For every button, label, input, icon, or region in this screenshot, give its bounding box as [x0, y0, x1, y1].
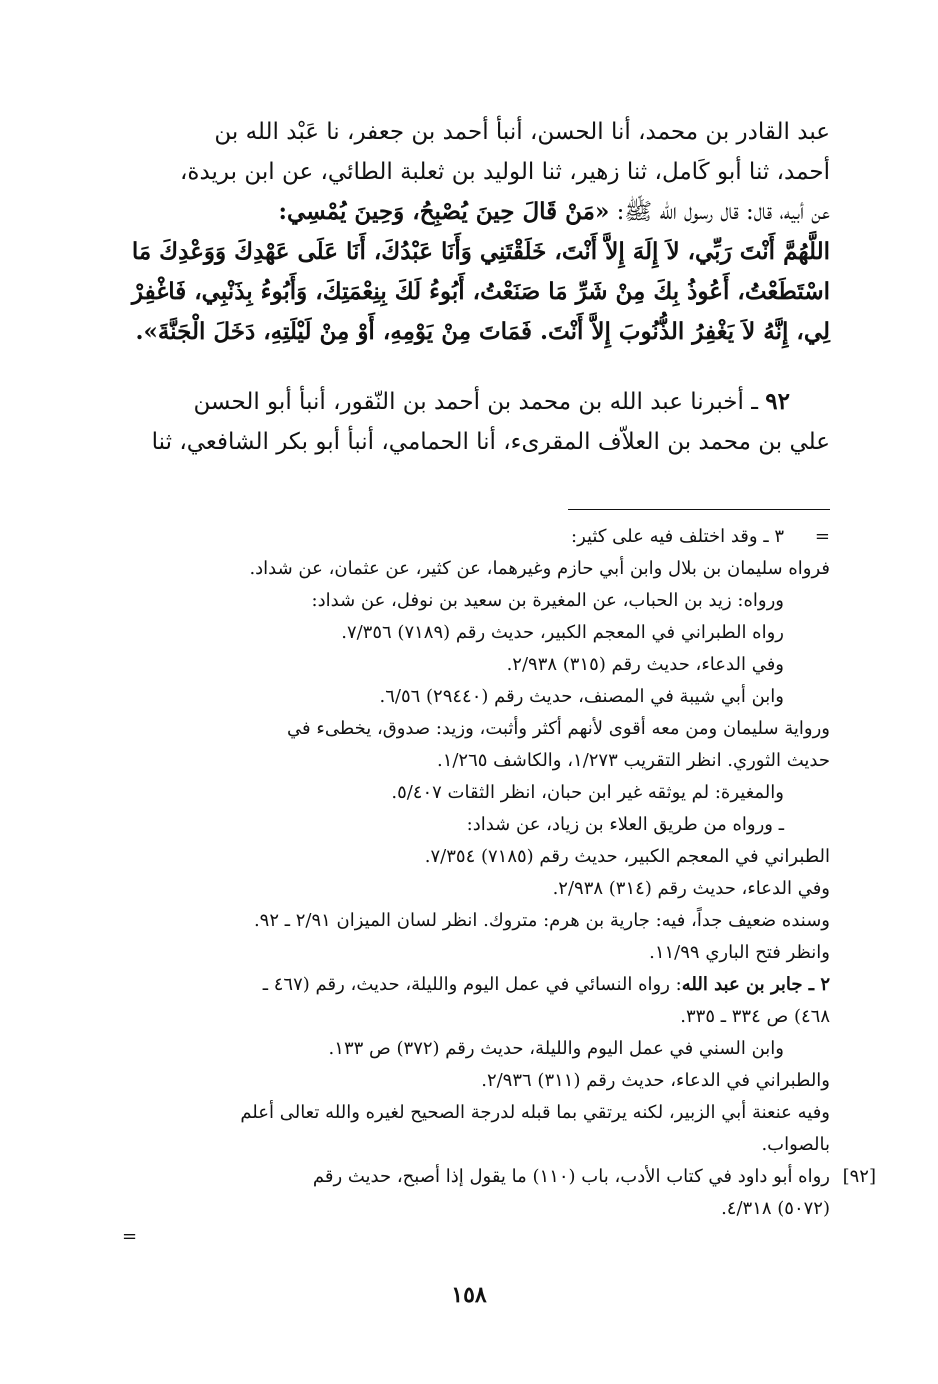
hadith-text-line: اللَّهُمَّ أَنْتَ رَبِّي، لاَ إِلَهَ إِلاَّ أَنْتَ، خَلَقْتَنِي وَأَنَا عَبْدُكَ، أَنَا عَلَى عَهْدِكَ وَوَعْدِكَ مَا: [131, 238, 830, 265]
footnote-line: ورواية سليمان ومن معه أقوى لأنهم أكثر وأثبت، وزيد: صدوق، يخطىء في: [287, 718, 830, 739]
footnote-line: [140, 969, 830, 1001]
footnote-line: والطبراني في الدعاء، حديث رقم (٣١١) ٢/٩٣٦.: [481, 1070, 830, 1091]
page-number: ١٥٨: [451, 1282, 487, 1308]
footnote-line: (٥٠٧٢) ٤/٣١٨.: [721, 1198, 830, 1219]
footnote-line: وفيه عنعنة أبي الزبير، لكنه يرتقي بما قبله لدرجة الصحيح لغيره والله تعالى أعلم: [240, 1102, 830, 1123]
footnote-line: والمغيرة: لم يوثقه غير ابن حبان، انظر الثقات ٥/٤٠٧.: [391, 782, 784, 803]
footnote-line: وفي الدعاء، حديث رقم (٣١٥) ٢/٩٣٨.: [506, 654, 784, 675]
footnote-line: ٣ ـ وقد اختلف فيه على كثير:: [571, 526, 784, 547]
main-text-line: [108, 382, 830, 422]
footnote-line: ورواه: زيد بن الحباب، عن المغيرة بن سعيد بن نوفل، عن شداد:: [311, 590, 784, 611]
hadith-text-line: اسْتَطَعْتُ، أَعُوذُ بِكَ مِنْ شَرِّ مَا صَنَعْتُ، أَبُوءُ لَكَ بِنِعْمَتِكَ، وَأَبُوءُ بِذَنْبِي، فَاغْفِرْ: [131, 278, 830, 305]
main-text-line: علي بن محمد بن العلاّف المقرىء، أنا الحمامي، أنبأ أبو بكر الشافعي، ثنا: [151, 429, 830, 455]
footnote-separator: [568, 509, 830, 510]
footnote-line: وانظر فتح الباري ١١/٩٩.: [649, 942, 830, 963]
main-text-line: [108, 192, 830, 232]
footnote-line: وابن السني في عمل اليوم والليلة، حديث رقم (٣٧٢) ص ١٣٣.: [328, 1038, 784, 1059]
continuation-mark-end: =: [122, 1226, 138, 1247]
footnote-line: وسنده ضعيف جداً، فيه: جارية بن هرم: متروك. انظر لسان الميزان ٢/٩١ ـ ٩٢.: [253, 910, 830, 931]
continuation-mark: =: [814, 526, 830, 547]
footnote-line: رواه الطبراني في المعجم الكبير، حديث رقم (٧١٨٩) ٧/٣٥٦.: [341, 622, 784, 643]
main-text-span: عن أبيه، قال: قال رسول الله ﷺ:: [609, 199, 830, 225]
footnote-line: فرواه سليمان بن بلال وابن أبي حازم وغيرهما، عن كثير، عن عثمان، عن شداد.: [249, 558, 830, 579]
main-text-line: عبد القادر بن محمد، أنا الحسن، أنبأ أحمد بن جعفر، نا عَبْد الله بن: [214, 119, 830, 145]
footnote-line: وفي الدعاء، حديث رقم (٣١٤) ٢/٩٣٨.: [552, 878, 830, 899]
footnote-line: بالصواب.: [761, 1134, 830, 1155]
footnote-92: [140, 1161, 876, 1225]
footnote-line: الطبراني في المعجم الكبير، حديث رقم (٧١٨٥) ٧/٣٥٤.: [424, 846, 830, 867]
footnotes-block: [140, 521, 876, 1225]
main-text-span: ـ أخبرنا عبد الله بن محمد بن أحمد بن النّقور، أنبأ أبو الحسن: [193, 389, 766, 415]
hadith-text-line: لِي، إِنَّهُ لاَ يَغْفِرُ الذُّنُوبَ إِلاَّ أَنْتَ. فَمَاتَ مِنْ يَوْمِهِ، أَوْ مِنْ لَيْلَتِهِ، دَخَلَ الْجَنَّةَ».: [135, 318, 830, 345]
footnote-line: ـ ورواه من طريق العلاء بن زياد، عن شداد:: [466, 814, 784, 835]
footnote-span: : رواه النسائي في عمل اليوم والليلة، حديث، رقم (٤٦٧ ـ: [262, 974, 682, 995]
footnote-bold-heading: ٢ ـ جابر بن عبد الله: [681, 974, 830, 995]
main-text-block: [108, 112, 830, 462]
footnote-line: وابن أبي شيبة في المصنف، حديث رقم (٢٩٤٤٠) ٦/٥٦.: [379, 686, 784, 707]
footnote-92-label: [٩٢]: [842, 1166, 876, 1187]
footnote-line: ٤٦٨) ص ٣٣٤ ـ ٣٣٥.: [680, 1006, 830, 1027]
footnote-line: حديث الثوري. انظر التقريب ١/٢٧٣، والكاشف ١/٢٦٥.: [436, 750, 830, 771]
footnote-line: رواه أبو داود في كتاب الأدب، باب (١١٠) ما يقول إذا أصبح، حديث رقم: [312, 1166, 830, 1187]
main-text-line: أحمد، ثنا أبو كَامل، ثنا زهير، ثنا الوليد بن ثعلبة الطائي، عن ابن بريدة،: [179, 159, 830, 185]
hadith-number: ٩٢: [765, 388, 790, 415]
hadith-quote-start: «مَنْ قَالَ حِينَ يُصْبِحُ، وَحِينَ يُمْسِي:: [278, 198, 610, 225]
